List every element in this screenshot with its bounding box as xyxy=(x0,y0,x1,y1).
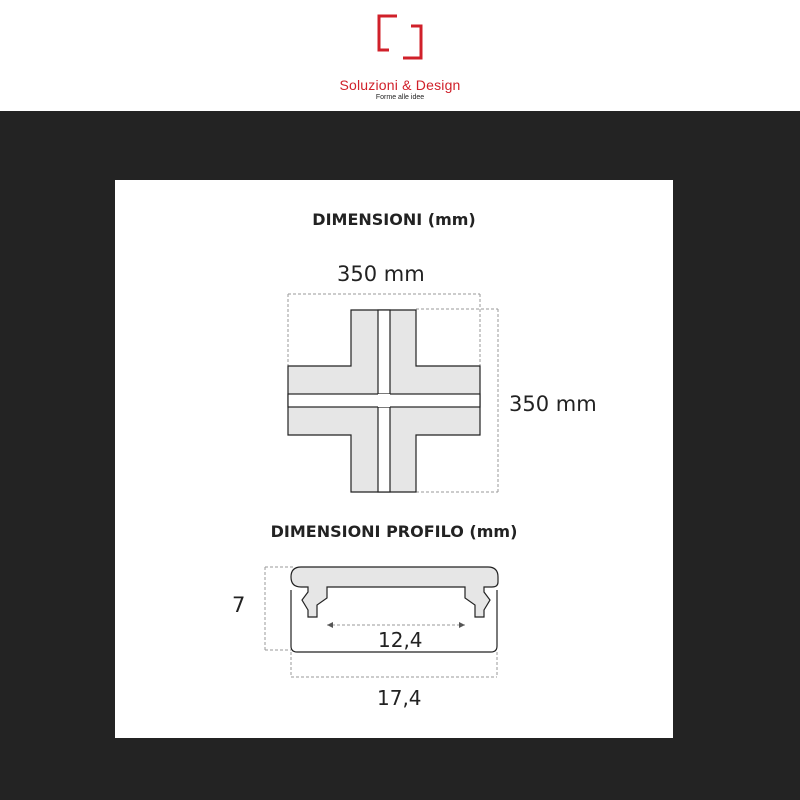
cross-width-label: 350 mm xyxy=(337,262,425,286)
dimensions-title: DIMENSIONI (mm) xyxy=(312,210,476,229)
profile-title: DIMENSIONI PROFILO (mm) xyxy=(270,522,518,541)
profile-width-label: 17,4 xyxy=(377,686,422,710)
bracket-logo-icon xyxy=(375,12,425,62)
profile-inner-width-label: 12,4 xyxy=(378,628,423,652)
brand-name: Soluzioni & Design xyxy=(339,77,461,93)
header xyxy=(0,0,800,111)
inner-arrow-right xyxy=(459,622,465,628)
inner-arrow-left xyxy=(327,622,333,628)
profile-height-label: 7 xyxy=(232,593,246,617)
technical-drawing xyxy=(115,180,673,738)
cross-connector-shape xyxy=(288,310,480,492)
brand-tagline: Forme alle idee xyxy=(375,94,425,101)
dimensions-panel xyxy=(115,180,673,738)
cross-height-label: 350 mm xyxy=(509,392,597,416)
